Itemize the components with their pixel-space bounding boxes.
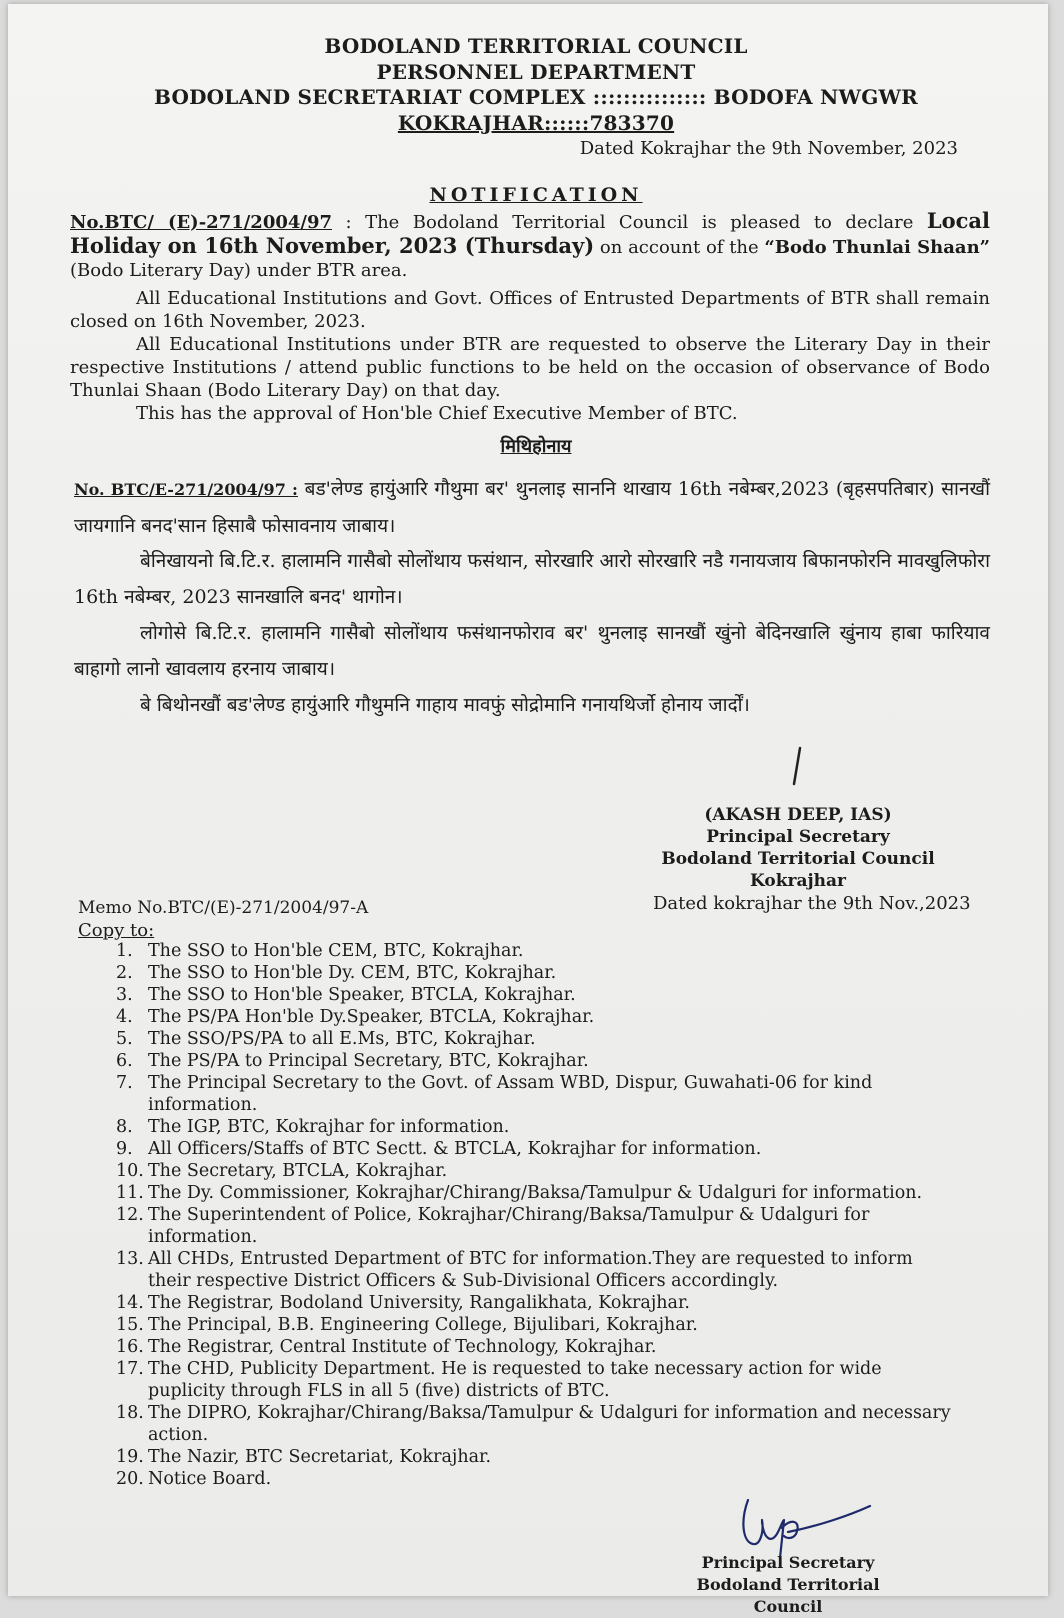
list-item: 18. The DIPRO, Kokrajhar/Chirang/Baksa/Tamulpur & Udalguri for information and necessary action. — [116, 1403, 951, 1445]
list-item: 9. All Officers/Staffs of BTC Sectt. & BTCLA, Kokrajhar for information. — [116, 1139, 762, 1159]
list-item: 10. The Secretary, BTCLA, Kokrajhar. — [116, 1161, 448, 1181]
list-item: 6. The PS/PA to Principal Secretary, BTC, Kokrajhar. — [116, 1051, 589, 1071]
bodo-paragraph-4: बे बिथोनखौं बड'लेण्ड हायुंआरि गौथुमनि गाहाय मावफुं सोद्रोमानि गनायथिर्जो होनाय जार्दों। — [140, 694, 750, 716]
list-item: 13. All CHDs, Entrusted Department of BTC for information.They are requested to inform their respective District Officers & Sub-Divisional Officers accordingly. — [116, 1249, 913, 1291]
bodo-notification-title: मिथिहोनाय — [500, 436, 572, 457]
list-item: 12. The Superintendent of Police, Kokrajhar/Chirang/Baksa/Tamulpur & Udalguri for information. — [116, 1205, 870, 1247]
bodo-ref-no: No. BTC/E-271/2004/97 : — [74, 480, 298, 499]
list-item: 20. Notice Board. — [116, 1469, 272, 1489]
bodo-paragraph-1: No. BTC/E-271/2004/97 : बड'लेण्ड हायुंआरि गौथुमा बर' थुनलाइ साननि थाखाय 16th नबेम्बर,2023 (बृहसपतिबार) सानखौं जायगानि बनद'सान हिसाबै फोसावनाय जाबाय। — [74, 478, 990, 537]
notification-paragraph-2: All Educational Institutions and Govt. Offices of Entrusted Departments of BTR shall remain closed on 16th November, 2023. — [70, 288, 990, 332]
header-address: BODOLAND SECRETARIAT COMPLEX ::::::::::::::: BODOFA NWGWR — [154, 85, 918, 109]
signatory-title: Principal Secretary — [706, 827, 890, 847]
header-council: BODOLAND TERRITORIAL COUNCIL — [324, 34, 748, 58]
list-item: 16. The Registrar, Central Institute of Technology, Kokrajhar. — [116, 1337, 657, 1357]
signatory-name: (AKASH DEEP, IAS) — [704, 805, 892, 825]
memo-date: Dated kokrajhar the 9th Nov.,2023 — [653, 893, 971, 914]
bodo-thunlai-shaan: “Bodo Thunlai Shaan” — [764, 237, 991, 258]
copy-to-list — [116, 940, 956, 1490]
list-item: 4. The PS/PA Hon'ble Dy.Speaker, BTCLA, Kokrajhar. — [116, 1007, 595, 1027]
signature-mark-1 — [778, 744, 818, 794]
list-item: 19. The Nazir, BTC Secretariat, Kokrajhar. — [116, 1447, 492, 1467]
bodo-paragraph-2: बेनिखायनो बि.टि.र. हालामनि गासैबो सोलोंथाय फसंथान, सोरखारि आरो सोरखारि नडै गनायजाय बिफानफोरनि मावखुलिफोरा 16th नबेम्बर, 2023 सानखालि बनद' थागोन। — [74, 550, 990, 608]
signatory-org: Bodoland Territorial Council — [661, 849, 935, 869]
list-item: 2. The SSO to Hon'ble Dy. CEM, BTC, Kokrajhar. — [116, 963, 557, 983]
notification-ref-no: No.BTC/ (E)-271/2004/97 — [70, 212, 333, 233]
list-item: 11. The Dy. Commissioner, Kokrajhar/Chirang/Baksa/Tamulpur & Udalguri for information. — [116, 1183, 923, 1203]
signatory-place: Kokrajhar — [750, 871, 846, 891]
list-item: 8. The IGP, BTC, Kokrajhar for information. — [116, 1117, 510, 1137]
notification-paragraph-3: All Educational Institutions under BTR are requested to observe the Literary Day in their respective Institutions / attend public functions to be held on the occasion of observance of Bodo Thunlai Shaan (Bodo Literary Day) on that day. — [70, 334, 990, 401]
signatory-block — [648, 804, 948, 892]
header-pin: KOKRAJHAR::::::783370 — [397, 111, 675, 135]
notification-paragraph-4: This has the approval of Hon'ble Chief Executive Member of BTC. — [136, 403, 738, 424]
notification-date: Dated Kokrajhar the 9th November, 2023 — [579, 138, 958, 159]
list-item: 7. The Principal Secretary to the Govt. of Assam WBD, Dispur, Guwahati-06 for kind information. — [116, 1073, 873, 1115]
header-department: PERSONNEL DEPARTMENT — [376, 60, 696, 84]
bottom-signatory-block — [668, 1552, 908, 1618]
list-item: 15. The Principal, B.B. Engineering College, Bijulibari, Kokrajhar. — [116, 1315, 698, 1335]
holiday-highlight: Local Holiday on 16th November, 2023 (Thursday) — [70, 208, 990, 258]
list-item: 17. The CHD, Publicity Department. He is requested to take necessary action for wide puplicity through FLS in all 5 (five) districts of BTC. — [116, 1359, 882, 1401]
bodo-paragraph-3: लोगोसे बि.टि.र. हालामनि गासैबो सोलोंथाय फसंथानफोराव बर' थुनलाइ सानखौं खुंनो बेदिनखालि खुंनाय हाबा फारियाव बाहागो लानो खावलाय हरनाय जाबाय। — [74, 622, 990, 680]
list-item: 5. The SSO/PS/PA to all E.Ms, BTC, Kokrajhar. — [116, 1029, 536, 1049]
bottom-signatory-org: Bodoland Territorial Council — [696, 1575, 880, 1616]
memo-number: Memo No.BTC/(E)-271/2004/97-A — [78, 898, 369, 918]
copy-to-label: Copy to: — [78, 920, 155, 941]
list-item: 1. The SSO to Hon'ble CEM, BTC, Kokrajhar. — [116, 941, 524, 961]
list-item: 3. The SSO to Hon'ble Speaker, BTCLA, Kokrajhar. — [116, 985, 576, 1005]
bottom-signatory-title: Principal Secretary — [701, 1553, 875, 1572]
notification-title: NOTIFICATION — [429, 184, 643, 206]
document-page — [8, 4, 1048, 1616]
list-item: 14. The Registrar, Bodoland University, Rangalikhata, Kokrajhar. — [116, 1293, 690, 1313]
notification-paragraph-1: No.BTC/ (E)-271/2004/97 : The Bodoland Territorial Council is pleased to declare Local Holiday on 16th November, 2023 (Thursday) on account of the “Bodo Thunlai Shaan” (Bodo Literary Day) under BTR area. — [70, 208, 991, 281]
